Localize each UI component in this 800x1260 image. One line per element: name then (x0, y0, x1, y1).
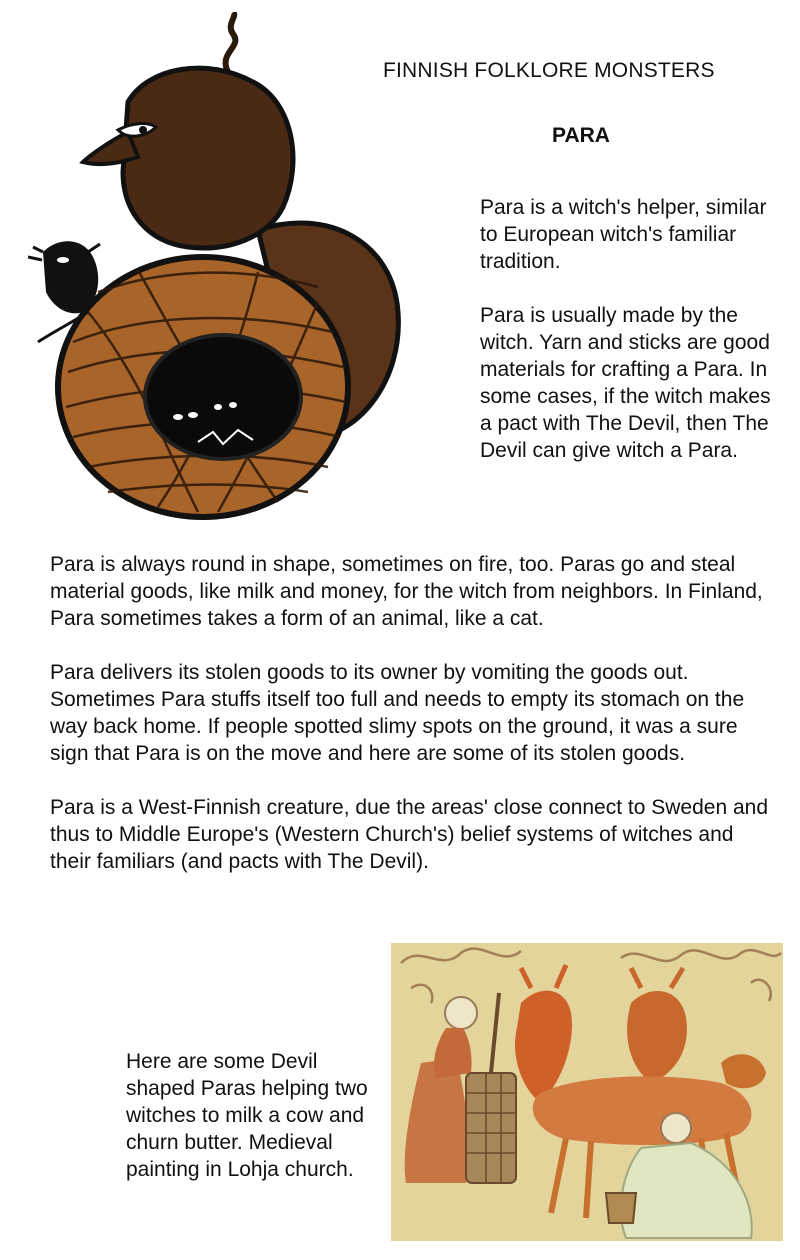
subtitle-para: PARA (552, 124, 610, 147)
body-paragraph-3: Para is a West-Finnish creature, due the areas' close connect to Sweden and thus to Middle Europe's (Western Church's) belief systems of witches and their familiars (and pacts with The Devil). (50, 796, 769, 873)
side-text (480, 194, 780, 464)
painting-caption: Here are some Devil shaped Paras helping two witches to milk a cow and churn butter. Medieval painting in Lohja church. (126, 1050, 368, 1181)
page-title: FINNISH FOLKLORE MONSTERS (383, 59, 715, 82)
para-illustration (28, 12, 403, 522)
body-text (50, 551, 770, 875)
medieval-painting (391, 943, 783, 1241)
side-paragraph-1: Para is a witch's helper, similar to European witch's familiar tradition. (480, 196, 767, 273)
body-paragraph-2: Para delivers its stolen goods to its owner by vomiting the goods out. Sometimes Para stuffs itself too full and needs to empty its stomach on the way back home. If people spotted slimy spots on the ground, it was a sure sign that Para is on the move and here are some of its stolen goods. (50, 661, 745, 765)
side-paragraph-2: Para is usually made by the witch. Yarn and sticks are good materials for crafting a Para. In some cases, if the witch makes a pact with The Devil, then The Devil can give witch a Para. (480, 304, 771, 462)
body-paragraph-1: Para is always round in shape, sometimes on fire, too. Paras go and steal material goods, like milk and money, for the witch from neighbors. In Finland, Para sometimes takes a form of an animal, like a cat. (50, 553, 763, 630)
